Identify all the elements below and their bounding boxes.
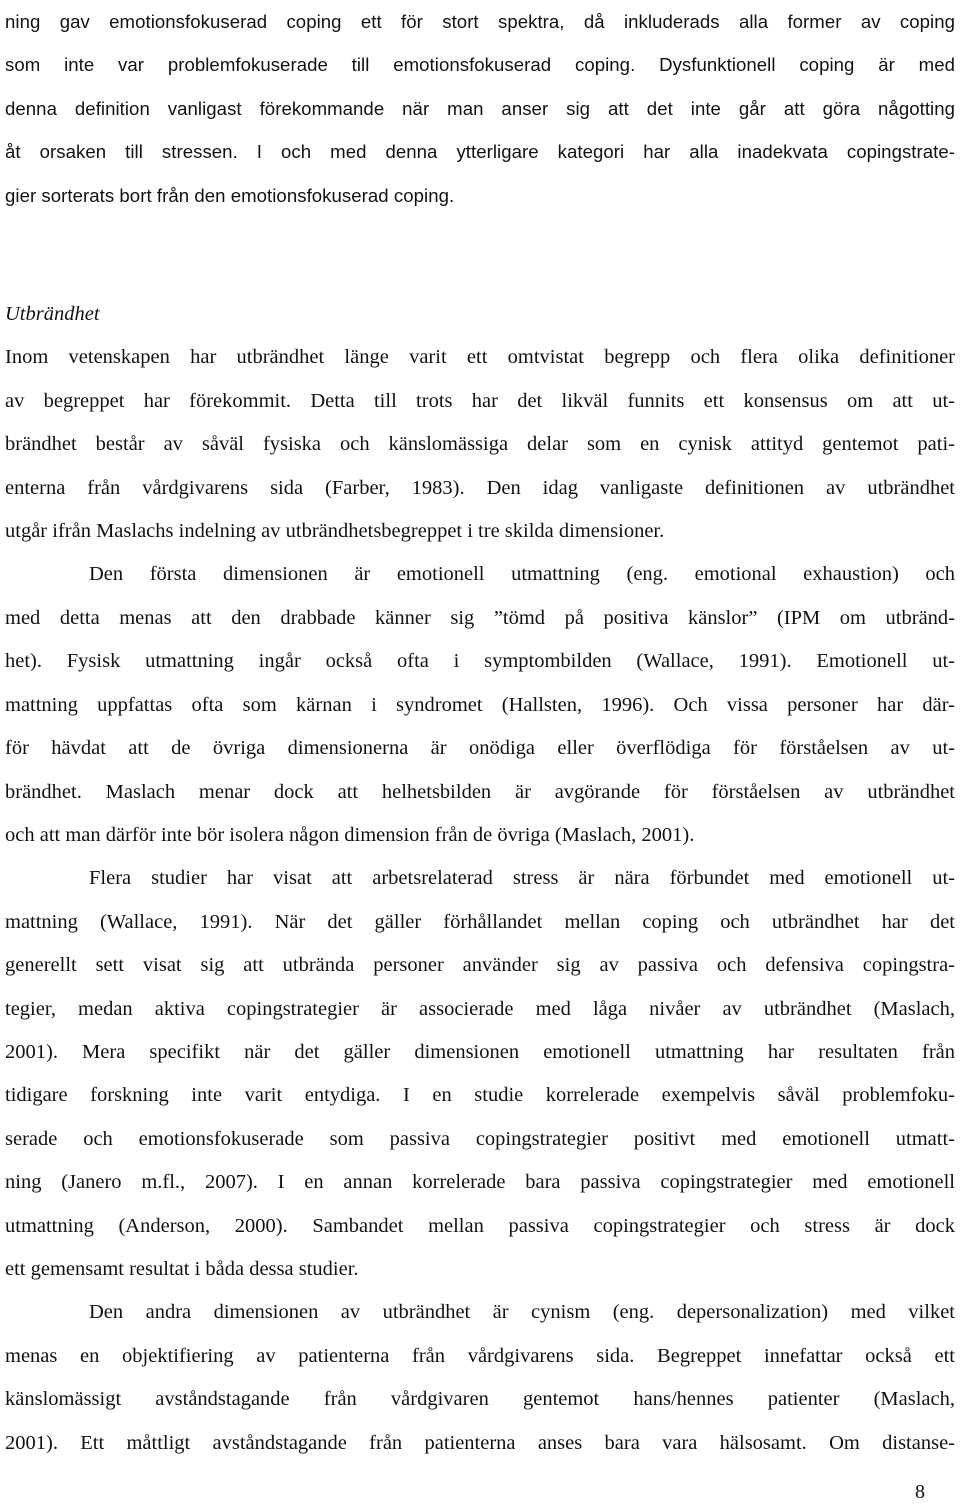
- text-line: Den första dimensionen är emotionell utmattning (eng. emotional exhaustion) och: [89, 563, 955, 586]
- text-line: åt orsaken till stressen. I och med denna ytterligare kategori har alla inadekvata copingstrate-: [5, 141, 955, 163]
- text-line: mattning uppfattas ofta som kärnan i syndromet (Hallsten, 1996). Och vissa personer har där-: [5, 693, 955, 716]
- text-line: brändhet består av såväl fysiska och känslomässiga delar som en cynisk attityd gentemot pati-: [5, 433, 955, 456]
- text-line: tegier, medan aktiva copingstrategier är associerade med låga nivåer av utbrändhet (Maslach,: [5, 997, 955, 1020]
- section-gap: [5, 217, 955, 293]
- text-line: 2001). Mera specifikt när det gäller dimensionen emotionell utmattning har resultaten från: [5, 1040, 955, 1063]
- text-line: av begreppet har förekommit. Detta till trots har det likväl funnits ett konsensus om att ut-: [5, 389, 955, 412]
- section-paragraph-1: [5, 336, 955, 553]
- text-line: menas en objektifiering av patienterna från vårdgivarens sida. Begreppet innefattar också ett: [5, 1344, 955, 1367]
- text-line: brändhet. Maslach menar dock att helhetsbilden är avgörande för förståelsen av utbrändhet: [5, 780, 955, 803]
- text-line: Flera studier har visat att arbetsrelaterad stress är nära förbundet med emotionell ut-: [89, 867, 955, 890]
- section-paragraph-3: [5, 857, 955, 1291]
- text-line: för hävdat att de övriga dimensionerna är onödiga eller överflödiga för förståelsen av ut-: [5, 737, 955, 760]
- text-line: Den andra dimensionen av utbrändhet är cynism (eng. depersonalization) med vilket: [89, 1301, 955, 1324]
- page-number: 8: [915, 1481, 925, 1503]
- text-line: serade och emotionsfokuserade som passiva copingstrategier positivt med emotionell utmatt-: [5, 1127, 955, 1150]
- text-line: tidigare forskning inte varit entydiga. I en studie korrelerade exempelvis såväl problemfoku-: [5, 1084, 955, 1107]
- text-line: mattning (Wallace, 1991). När det gäller förhållandet mellan coping och utbrändhet har det: [5, 910, 955, 933]
- text-line: ett gemensamt resultat i båda dessa studier.: [5, 1257, 359, 1280]
- text-line: het). Fysisk utmattning ingår också ofta i symptombilden (Wallace, 1991). Emotionell ut-: [5, 650, 955, 673]
- section-paragraph-4: [5, 1291, 955, 1465]
- text-line: generellt sett visat sig att utbrända personer använder sig av passiva och defensiva copingstra-: [5, 954, 955, 977]
- text-line: ning gav emotionsfokuserad coping ett för stort spektra, då inkluderads alla former av coping: [5, 11, 955, 32]
- text-line: som inte var problemfokuserade till emotionsfokuserad coping. Dysfunktionell coping är med: [5, 54, 955, 76]
- text-line: känslomässigt avståndstagande från vårdgivaren gentemot hans/hennes patienter (Maslach,: [5, 1388, 955, 1411]
- text-line: gier sorterats bort från den emotionsfokuserad coping.: [5, 184, 455, 206]
- text-line: utmattning (Anderson, 2000). Sambandet mellan passiva copingstrategier och stress är dock: [5, 1214, 955, 1237]
- text-line: enterna från vårdgivarens sida (Farber, 1983). Den idag vanligaste definitionen av utbrändhet: [5, 476, 955, 499]
- text-line: utgår ifrån Maslachs indelning av utbrändhetsbegreppet i tre skilda dimensioner.: [5, 520, 665, 543]
- text-line: 2001). Ett måttligt avståndstagande från patienterna anses bara vara hälsosamt. Om distanse-: [5, 1431, 955, 1454]
- text-line: denna definition vanligast förekommande när man anser sig att det inte går att göra någotting: [5, 97, 955, 119]
- intro-paragraph: [5, 0, 955, 217]
- text-line: och att man därför inte bör isolera någon dimension från de övriga (Maslach, 2001).: [5, 823, 695, 846]
- text-line: Inom vetenskapen har utbrändhet länge varit ett omtvistat begrepp och flera olika definitioner: [5, 346, 955, 369]
- document-page: [5, 0, 955, 1465]
- section-paragraph-2: [5, 553, 955, 857]
- section-heading: Utbrändhet: [5, 303, 100, 326]
- text-line: ning (Janero m.fl., 2007). I en annan korrelerade bara passiva copingstrategier med emotionell: [5, 1171, 955, 1194]
- text-line: med detta menas att den drabbade känner sig ”tömd på positiva känslor” (IPM om utbränd-: [5, 606, 955, 629]
